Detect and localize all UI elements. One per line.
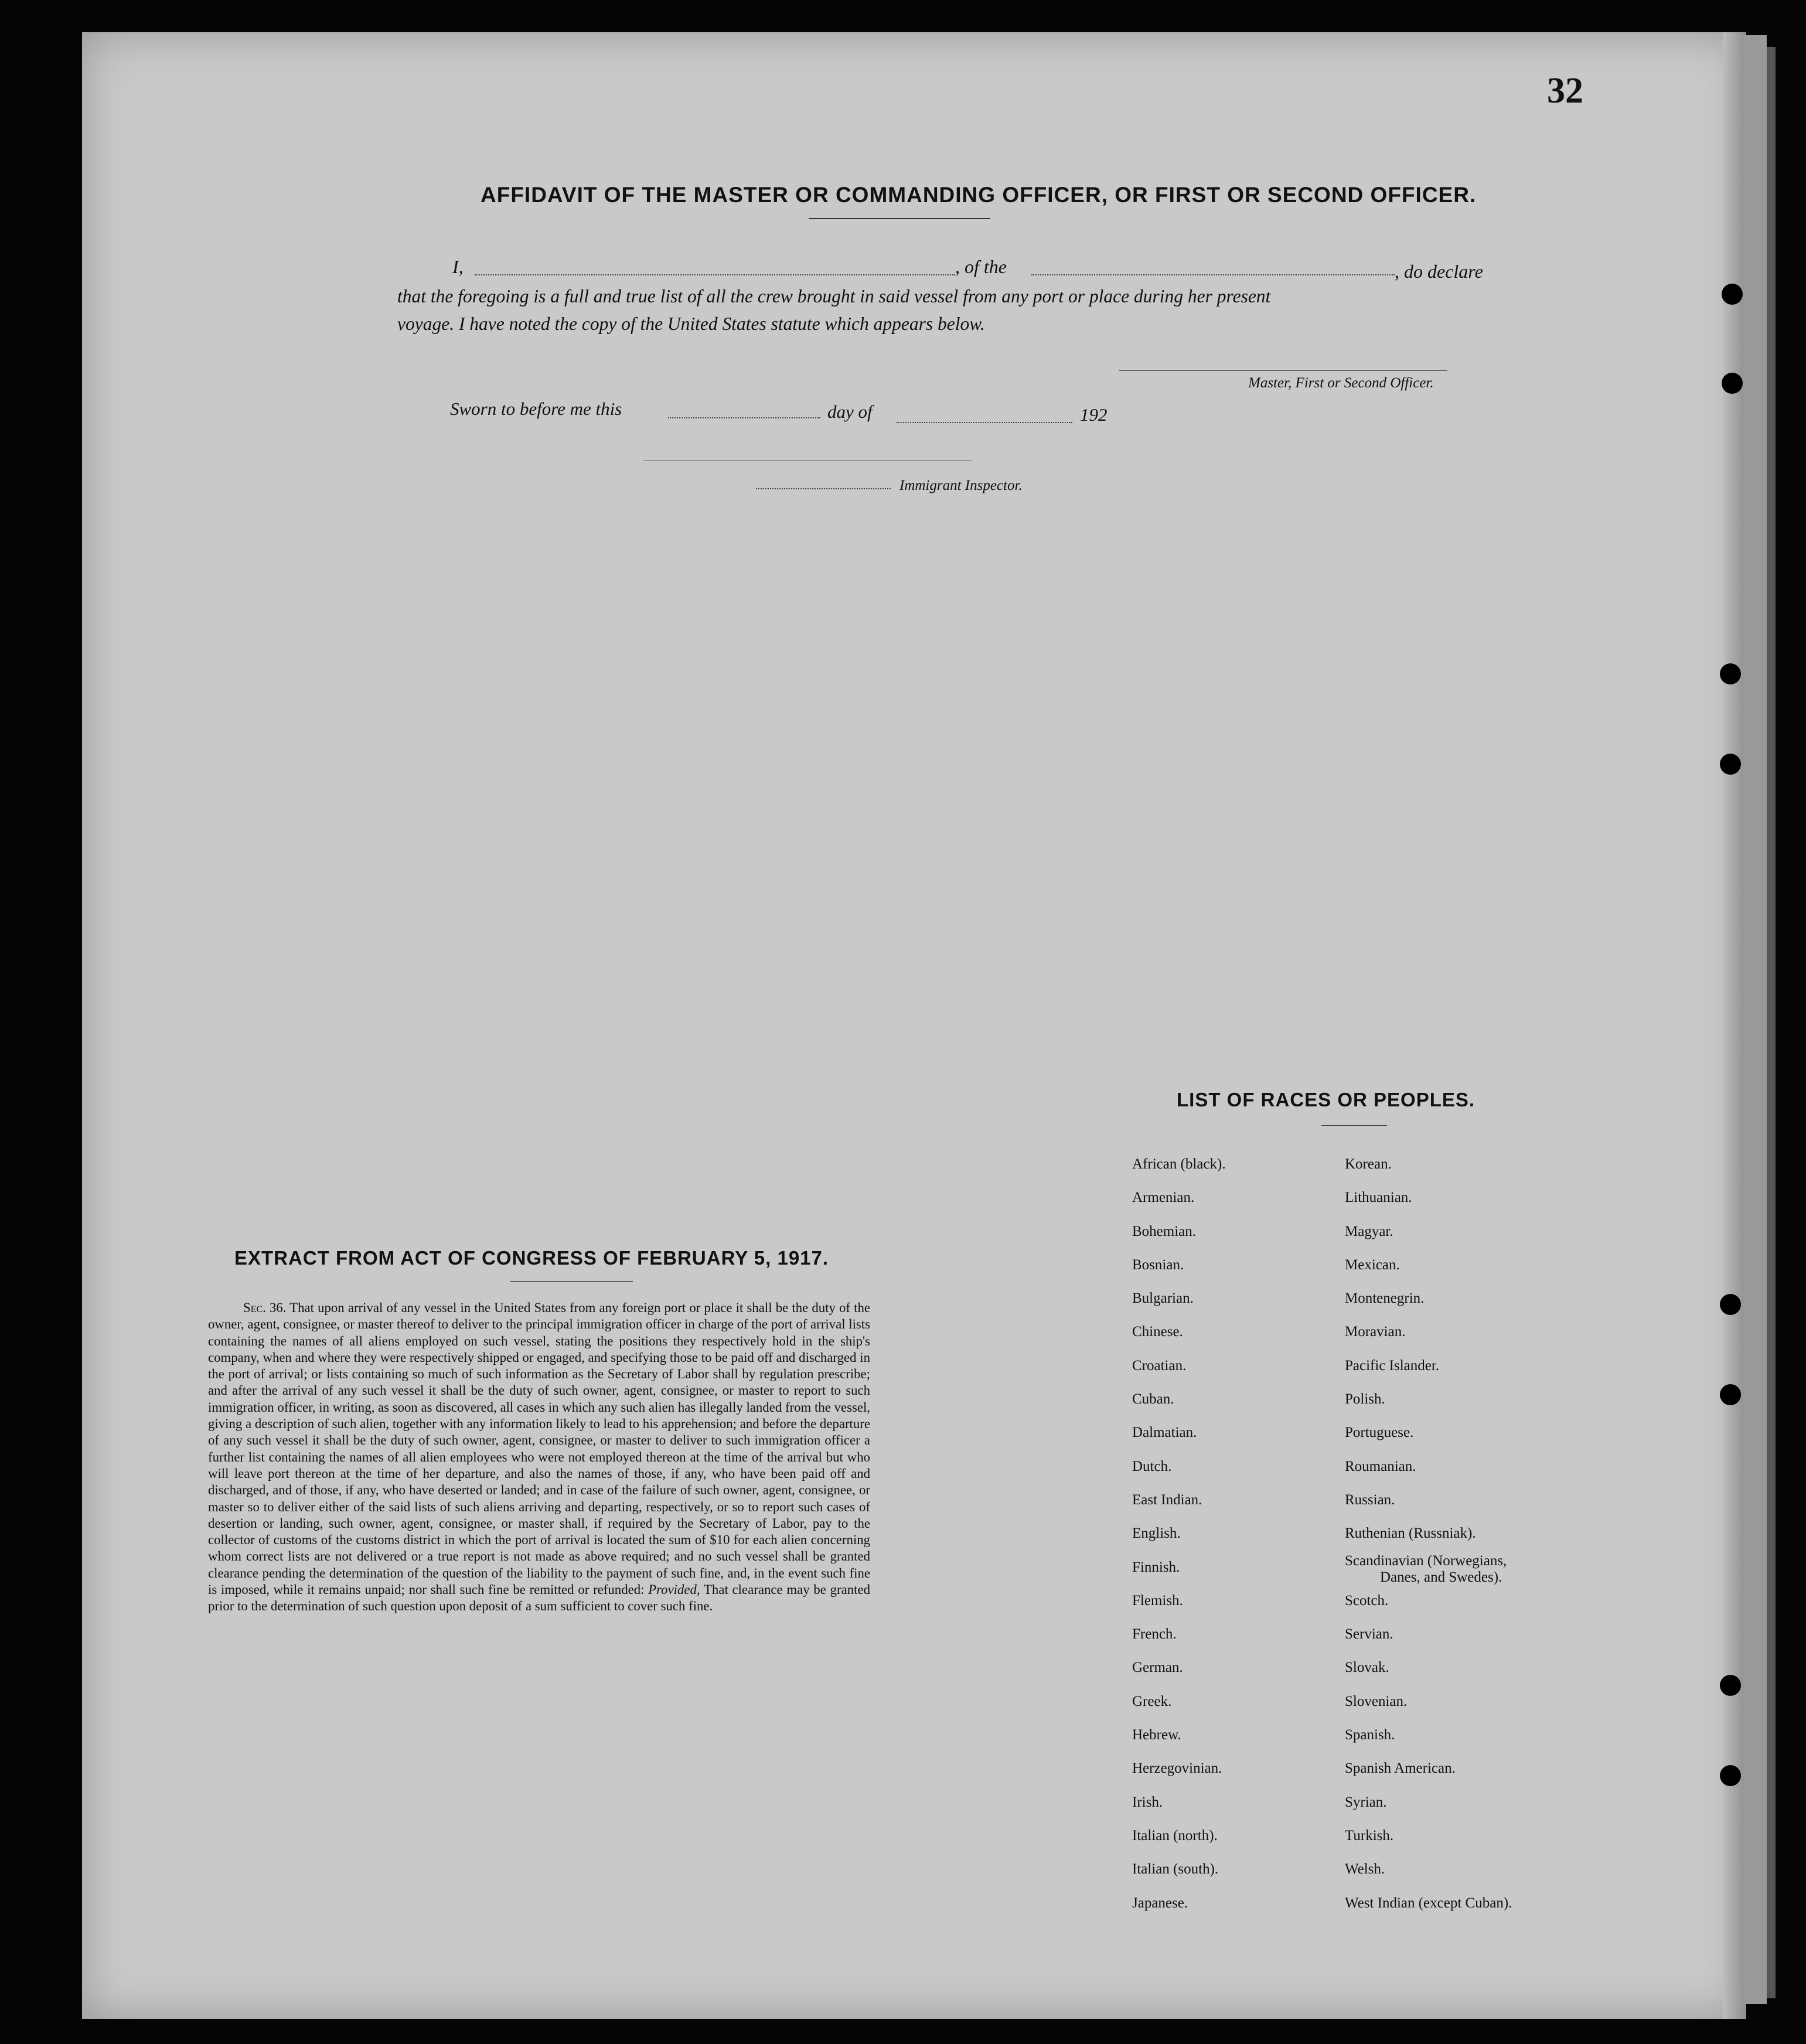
sworn-year: 192 bbox=[1080, 404, 1108, 425]
declaration-line-2: that the foregoing is a full and true list of all the crew brought in said vessel from any port or place during her present bbox=[397, 286, 1271, 306]
race-item: Bosnian. bbox=[1132, 1256, 1184, 1273]
race-item: Italian (north). bbox=[1132, 1827, 1218, 1844]
binder-hole bbox=[1722, 284, 1743, 305]
race-item: Montenegrin. bbox=[1345, 1290, 1425, 1307]
binder-hole bbox=[1720, 1675, 1741, 1696]
race-item: Turkish. bbox=[1345, 1827, 1394, 1844]
race-item: Hebrew. bbox=[1132, 1727, 1181, 1743]
paper-tab-edge bbox=[1767, 47, 1776, 1998]
race-item: Armenian. bbox=[1132, 1190, 1195, 1206]
race-item-line: Scandinavian (Norwegians, bbox=[1345, 1552, 1507, 1569]
binder-hole bbox=[1720, 754, 1741, 775]
section-label: Sec. 36. bbox=[243, 1300, 287, 1315]
race-item: Moravian. bbox=[1345, 1324, 1406, 1340]
page-edge bbox=[1723, 32, 1746, 2019]
races-right-column bbox=[1345, 1147, 1512, 1920]
race-item: East Indian. bbox=[1132, 1491, 1202, 1508]
race-item: Flemish. bbox=[1132, 1592, 1183, 1609]
race-item: Magyar. bbox=[1345, 1223, 1393, 1239]
races-title: LIST OF RACES OR PEOPLES. bbox=[1177, 1089, 1476, 1110]
race-item: West Indian (except Cuban). bbox=[1345, 1895, 1512, 1911]
paper-tab-top bbox=[1743, 35, 1767, 2004]
races-left-column bbox=[1132, 1147, 1226, 1920]
binder-hole bbox=[1722, 373, 1743, 394]
race-item: Portuguese. bbox=[1345, 1425, 1414, 1441]
provided-label: Provided, bbox=[648, 1582, 700, 1597]
title-underline bbox=[809, 218, 990, 219]
race-item: Cuban. bbox=[1132, 1391, 1174, 1408]
sworn-month-blank[interactable] bbox=[897, 422, 1072, 423]
race-item: English. bbox=[1132, 1525, 1181, 1542]
race-item bbox=[1345, 1551, 1512, 1584]
sworn-label: Sworn to before me this bbox=[450, 398, 622, 419]
race-item: Dutch. bbox=[1132, 1458, 1172, 1474]
race-item: Dalmatian. bbox=[1132, 1425, 1197, 1441]
do-declare-label: , do declare bbox=[1395, 261, 1483, 282]
declarant-prefix: I, bbox=[452, 256, 464, 277]
race-item: Spanish. bbox=[1345, 1727, 1395, 1743]
race-item: Syrian. bbox=[1345, 1794, 1387, 1810]
race-item: Ruthenian (Russniak). bbox=[1345, 1525, 1476, 1542]
binder-hole bbox=[1720, 663, 1741, 684]
extract-underline bbox=[510, 1281, 633, 1282]
statute-text bbox=[208, 1300, 870, 1615]
race-item: Polish. bbox=[1345, 1391, 1385, 1408]
race-item: Irish. bbox=[1132, 1794, 1163, 1810]
inspector-signature-blank[interactable] bbox=[756, 488, 891, 489]
races-underline bbox=[1321, 1125, 1387, 1126]
race-item: Italian (south). bbox=[1132, 1861, 1219, 1878]
master-signature-label: Master, First or Second Officer. bbox=[1248, 375, 1434, 391]
race-item: Korean. bbox=[1345, 1156, 1392, 1172]
race-item: Spanish American. bbox=[1345, 1760, 1456, 1777]
provided-text: That clearance may be granted prior to the determination of such question upon deposit of a sum sufficient to cover such fine. bbox=[208, 1582, 870, 1614]
race-item: Slovenian. bbox=[1345, 1693, 1408, 1709]
race-item: Finnish. bbox=[1132, 1559, 1180, 1575]
sworn-day-blank[interactable] bbox=[668, 417, 820, 418]
declarant-name-blank[interactable] bbox=[475, 274, 955, 275]
race-item: Roumanian. bbox=[1345, 1458, 1416, 1474]
page-number: 32 bbox=[1547, 71, 1583, 111]
race-item: African (black). bbox=[1132, 1156, 1226, 1172]
binder-hole bbox=[1720, 1294, 1741, 1315]
vessel-position-blank[interactable] bbox=[1031, 274, 1395, 275]
race-item: Scotch. bbox=[1345, 1592, 1389, 1609]
race-item: Bohemian. bbox=[1132, 1223, 1197, 1239]
race-item: Herzegovinian. bbox=[1132, 1760, 1222, 1777]
affidavit-title: AFFIDAVIT OF THE MASTER OR COMMANDING OFFICER, OR FIRST OR SECOND OFFICER. bbox=[481, 183, 1477, 207]
race-item: Chinese. bbox=[1132, 1324, 1183, 1340]
race-item: Greek. bbox=[1132, 1693, 1172, 1709]
race-item: Bulgarian. bbox=[1132, 1290, 1194, 1307]
of-the-label: , of the bbox=[955, 256, 1007, 277]
race-item: Russian. bbox=[1345, 1491, 1395, 1508]
race-item: Japanese. bbox=[1132, 1895, 1188, 1911]
race-item: German. bbox=[1132, 1660, 1183, 1676]
race-item: Croatian. bbox=[1132, 1357, 1187, 1374]
day-of-label: day of bbox=[827, 401, 873, 422]
race-item: Lithuanian. bbox=[1345, 1190, 1412, 1206]
inspector-label: Immigrant Inspector. bbox=[899, 478, 1023, 493]
race-item-line: Danes, and Swedes). bbox=[1380, 1569, 1502, 1585]
binder-hole bbox=[1720, 1765, 1741, 1786]
extract-title: EXTRACT FROM ACT OF CONGRESS OF FEBRUARY 5, 1917. bbox=[234, 1247, 829, 1269]
race-item: Servian. bbox=[1345, 1626, 1393, 1643]
binder-hole bbox=[1720, 1384, 1741, 1405]
declaration-line-3: voyage. I have noted the copy of the United States statute which appears below. bbox=[397, 314, 985, 334]
race-item: Pacific Islander. bbox=[1345, 1357, 1440, 1374]
race-item: Slovak. bbox=[1345, 1660, 1389, 1676]
section-body: That upon arrival of any vessel in the United States from any foreign port or place it shall be the duty of the owner, agent, consignee, or master thereof to deliver to the principal immigration officer in charge of the port of arrival lists containing the names of all aliens employed on such vessel, stating the positions they respectively hold in the ship's company, when and where they were respectively shipped or engaged, and specifying those to be paid off and discharged in the port of arrival; or lists containing so much of such information as the Secretary of Labor shall by regulation prescribe; and after the arrival of any such vessel it shall be the duty of such owner, agent, consignee, or master to report to such immigration officer, in writing, as soon as discovered, all cases in which any such alien has illegally landed from the vessel, giving a description of such alien, together with any information likely to lead to his apprehension; and before the departure of any such vessel it shall be the duty of such owner, agent, consignee, or master to deliver to such immigration officer a further list containing the names of all alien employees who were not employed thereon at the time of the arrival but who will leave port thereon at the time of her departure, and also the names of those, if any, who have been paid off and discharged, and of those, if any, who have deserted or landed; and in case of the failure of such owner, agent, consignee, or master so to deliver either of the said lists of such aliens arriving and departing, respectively, or so to report such cases of desertion or landing, such owner, agent, consignee, or master shall, if required by the Secretary of Labor, pay to the collector of customs of the customs district in which the port of arrival is located the sum of $10 for each alien concerning whom correct lists are not delivered or a true report is not made as above required; and no such vessel shall be granted clearance pending the determination of the question of the liability to the payment of such fine, and, in the event such fine is imposed, while it remains unpaid; nor shall such fine be remitted or refunded: bbox=[208, 1300, 870, 1597]
race-item: Welsh. bbox=[1345, 1861, 1385, 1878]
race-item: French. bbox=[1132, 1626, 1177, 1643]
race-item: Mexican. bbox=[1345, 1256, 1400, 1273]
master-signature-blank[interactable] bbox=[1119, 370, 1447, 371]
